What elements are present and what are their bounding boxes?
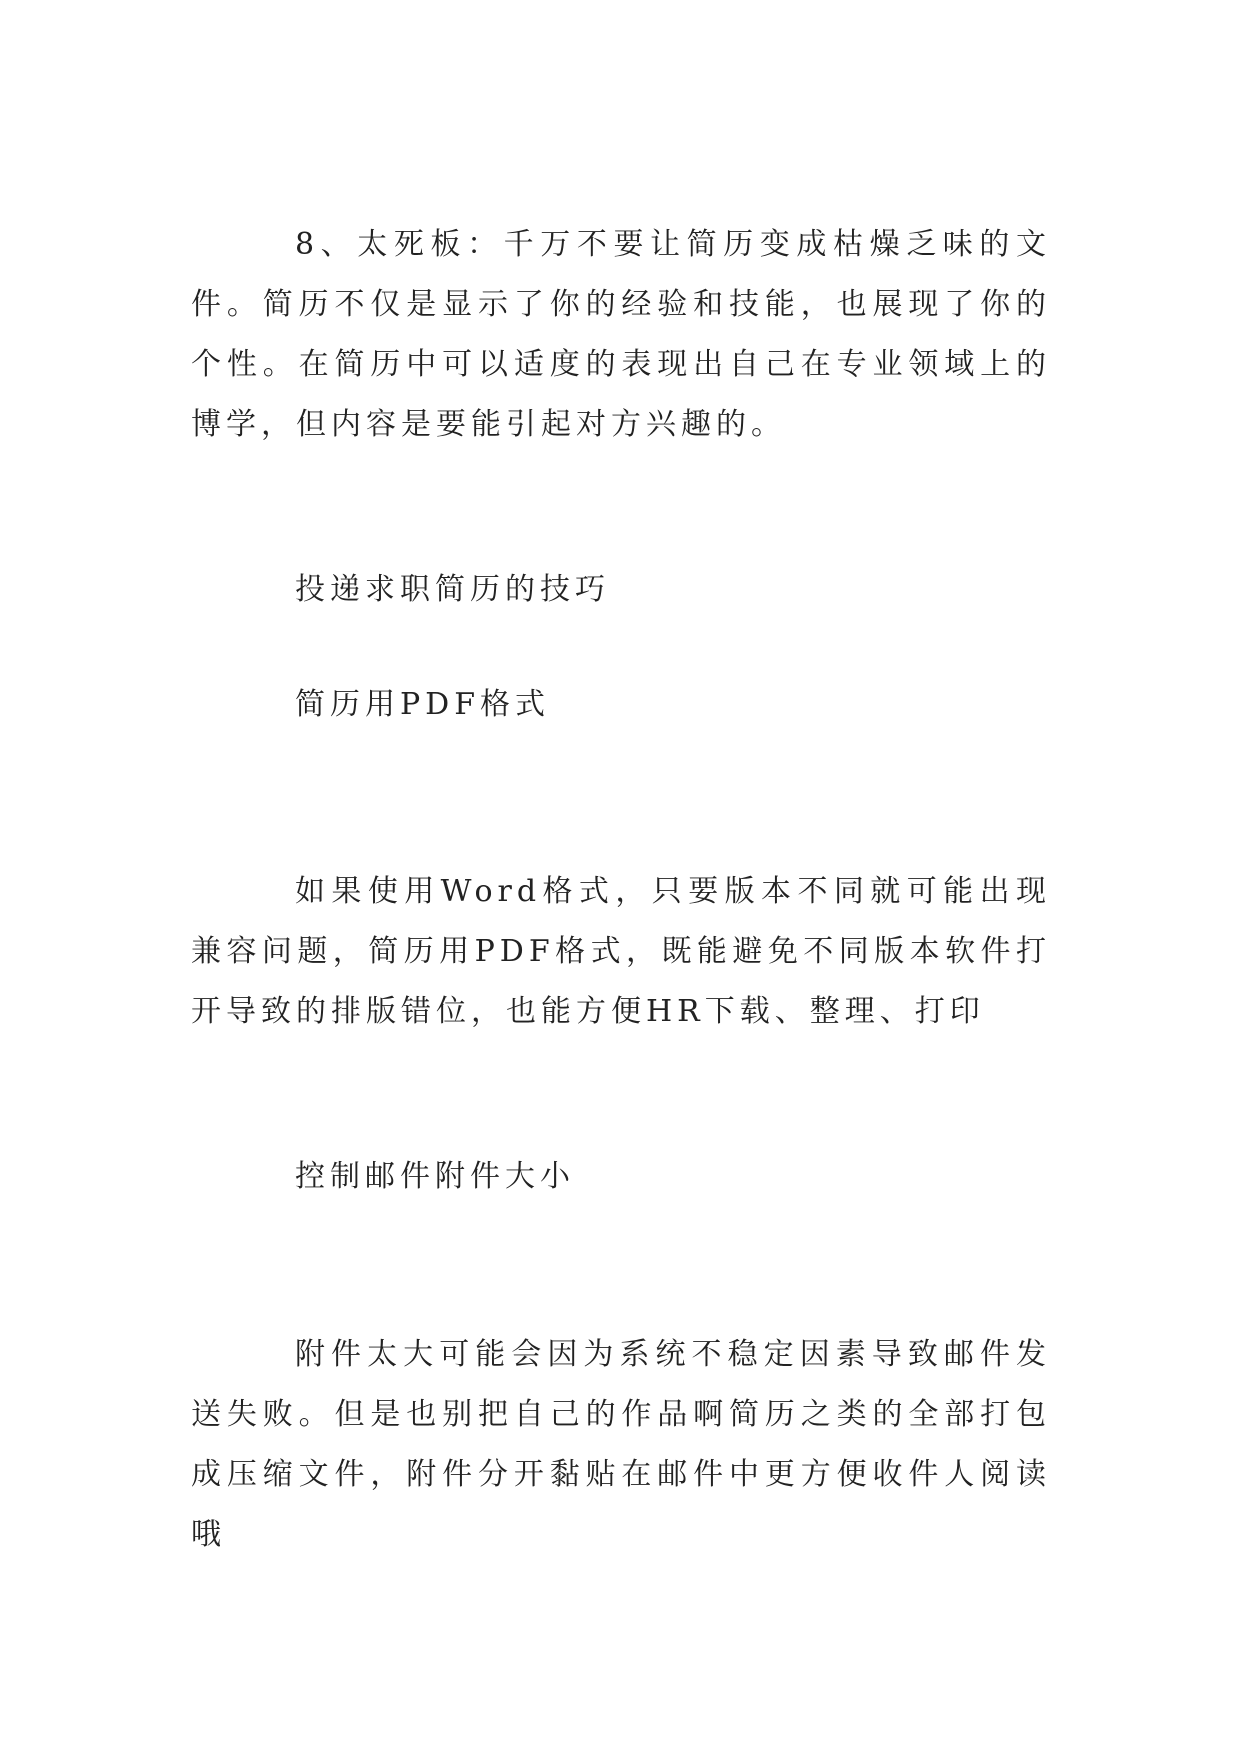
paragraph-attachment-size: 附件太大可能会因为系统不稳定因素导致邮件发送失败。但是也别把自己的作品啊简历之类的全部打包成压缩文件，附件分开黏贴在邮件中更方便收件人阅读哦 [191, 1337, 1051, 1552]
paragraph-too-rigid: 8、太死板：千万不要让简历变成枯燥乏味的文件。简历不仅是显示了你的经验和技能，也展现了你的个性。在简历中可以适度的表现出自己在专业领域上的博学，但内容是要能引起对方兴趣的。 [191, 227, 1051, 442]
paragraph-pdf-format: 如果使用Word格式，只要版本不同就可能出现兼容问题，简历用PDF格式，既能避免不同版本软件打开导致的排版错位，也能方便HR下载、整理、打印 [191, 874, 1051, 1029]
heading-attachment-size: 控制邮件附件大小 [295, 1159, 575, 1194]
heading-use-pdf-format: 简历用PDF格式 [295, 687, 551, 722]
heading-resume-delivery-tips: 投递求职简历的技巧 [295, 572, 610, 607]
